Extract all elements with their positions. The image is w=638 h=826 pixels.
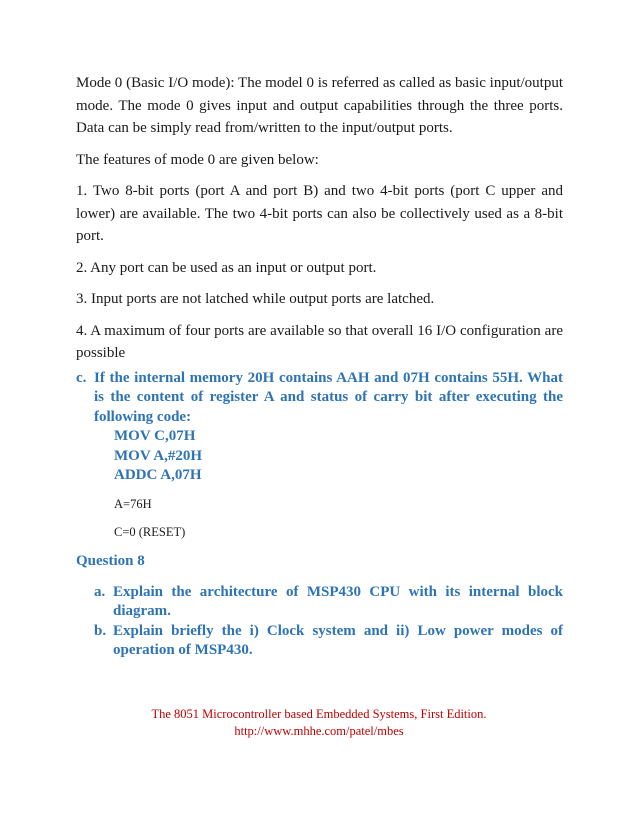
paragraph-feature-2: 2. Any port can be used as an input or output port. — [76, 259, 377, 276]
paragraph-feature-4: 4. A maximum of four ports are available so that overall 16 I/O configuration are possible — [76, 322, 563, 361]
footer-book-title: The 8051 Microcontroller based Embedded Systems, First Edition. — [151, 707, 487, 721]
question-8a-text: Explain the architecture of MSP430 CPU with its internal block diagram. — [113, 583, 563, 619]
question-8a — [76, 583, 563, 622]
question-8b — [76, 622, 563, 661]
paragraph-feature-1: 1. Two 8-bit ports (port A and port B) and two 4-bit ports (port C upper and lower) are available. The two 4-bit ports can also be collectively used as a 8-bit port. — [76, 183, 563, 244]
question-8a-marker: a. — [94, 583, 106, 600]
paragraph-mode0-intro: Mode 0 (Basic I/O mode): The model 0 is referred as called as basic input/output mode. The mode 0 gives input and output capabilities through the three ports. Data can be simply read from/written to the input/output ports. — [76, 75, 563, 136]
page-content — [76, 72, 563, 661]
footer — [0, 706, 638, 740]
paragraph-feature-3: 3. Input ports are not latched while output ports are latched. — [76, 291, 435, 307]
code-line: MOV C,07H — [114, 428, 196, 444]
code-block — [76, 427, 563, 486]
question-c-marker: c. — [76, 369, 87, 386]
code-line: MOV A,#20H — [114, 447, 203, 464]
answer-c: C=0 (RESET) — [114, 524, 186, 539]
code-line: ADDC A,07H — [114, 467, 202, 483]
question-c — [76, 369, 563, 428]
question-8-heading: Question 8 — [76, 552, 145, 569]
paragraph-features-intro: The features of mode 0 are given below: — [76, 151, 319, 168]
question-c-text: If the internal memory 20H contains AAH and 07H contains 55H. What is the content of register A and status of carry bit after executing the following code: — [94, 369, 563, 425]
question-8b-text: Explain briefly the i) Clock system and ii) Low power modes of operation of MSP430. — [113, 622, 563, 658]
answer-a: A=76H — [114, 496, 152, 511]
question-8b-marker: b. — [94, 622, 107, 639]
footer-url: http://www.mhhe.com/patel/mbes — [234, 724, 404, 738]
